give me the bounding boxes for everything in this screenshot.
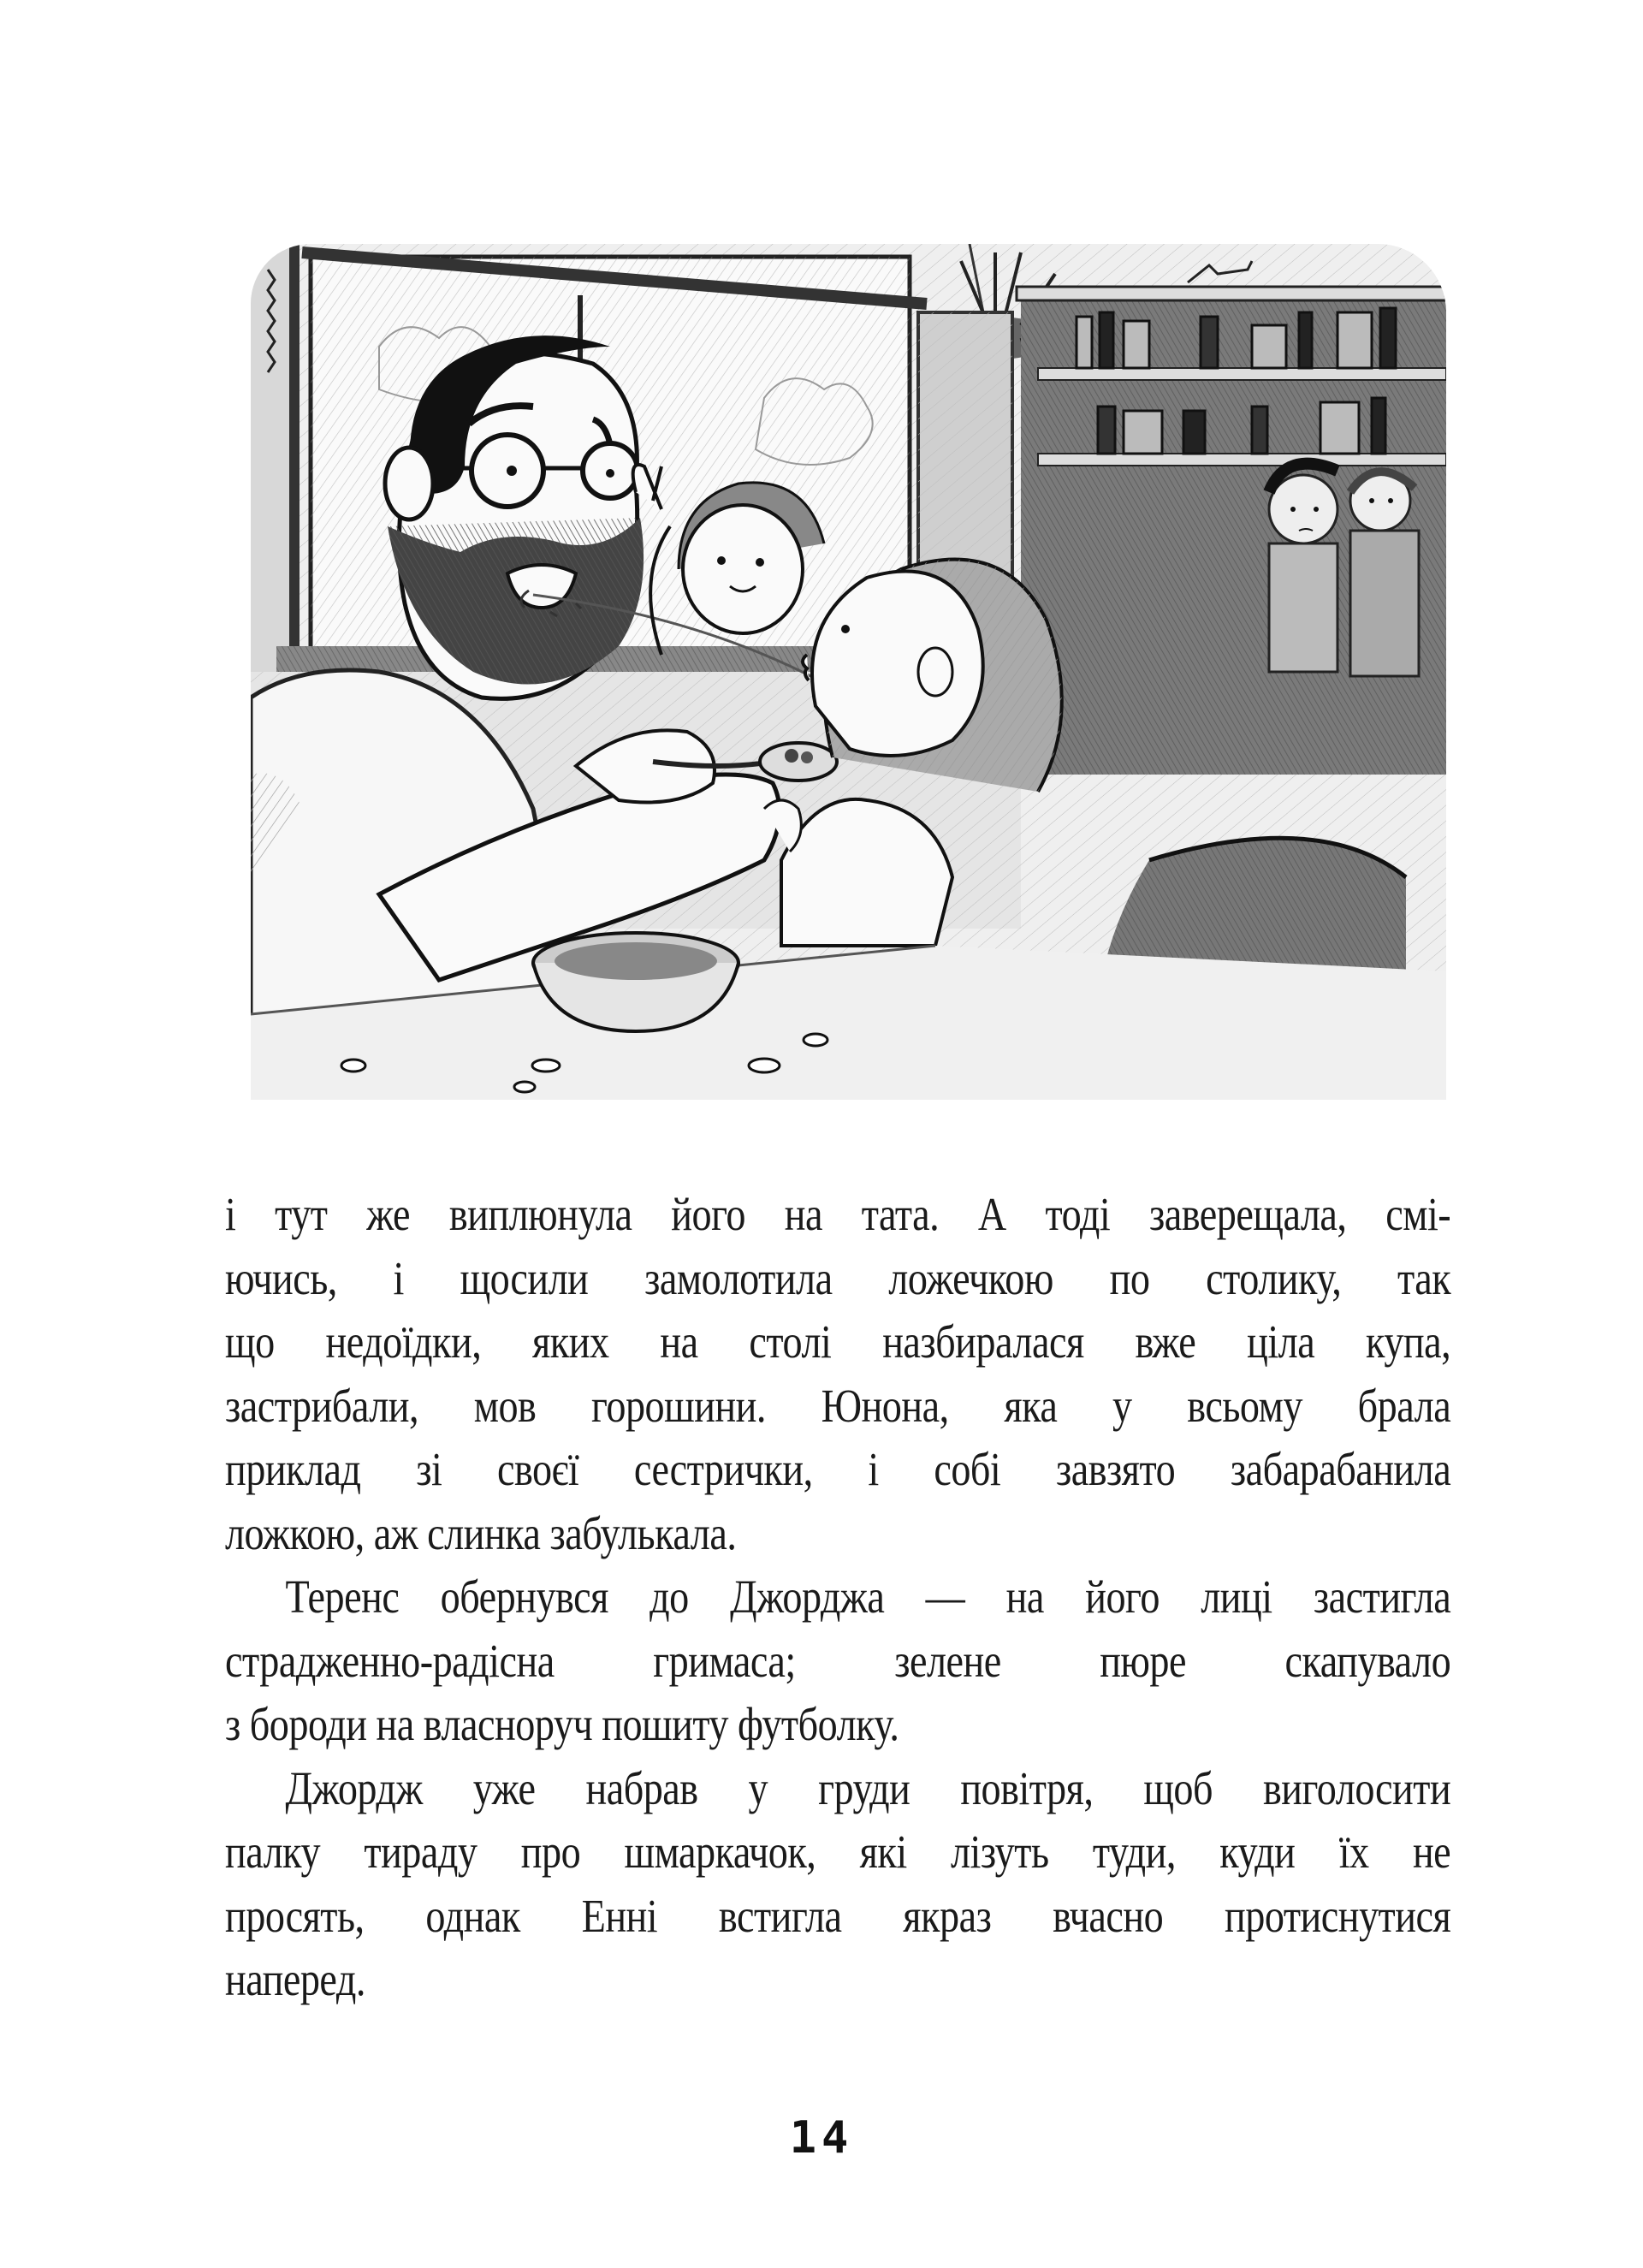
illustration (251, 244, 1446, 1100)
body-text (225, 1183, 1450, 2012)
page-number: 14 (789, 2112, 854, 2164)
text-line: ложкою, аж слинка забулькала. (225, 1506, 737, 1559)
text-line: Джордж уже набрав у груди повітря, щоб виголосити (285, 1761, 1451, 1814)
text-line: застрибали, мов горошини. Юнона, яка у всьому брала (225, 1379, 1451, 1432)
text-line: страдженно-радісна гримаса; зелене пюре скапувало (225, 1634, 1451, 1687)
text-line: що недоїдки, яких на столі назбиралася вже ціла купа, (225, 1315, 1451, 1368)
text-line: приклад зі своєї сестрички, і собі завзято забарабанила (225, 1443, 1451, 1495)
kitchen-scene-sketch (251, 244, 1446, 1100)
paragraph-1 (225, 1183, 1450, 1565)
text-line: просять, однак Енні встигла якраз вчасно протиснутися (225, 1889, 1451, 1942)
text-line: наперед. (225, 1953, 365, 2005)
text-line: ючись, і щосили замолотила ложечкою по столику, так (225, 1251, 1451, 1304)
text-line: і тут же виплюнула його на тата. А тоді заверещала, смі- (225, 1188, 1451, 1240)
paragraph-2 (225, 1565, 1450, 1757)
text-line: Теренс обернувся до Джорджа — на його лиці застигла (285, 1570, 1451, 1623)
text-line: палку тираду про шмаркачок, які лізуть туди, куди їх не (225, 1826, 1451, 1878)
paragraph-3 (225, 1757, 1450, 2012)
text-line: з бороди на власноруч пошиту футболку. (225, 1698, 899, 1750)
